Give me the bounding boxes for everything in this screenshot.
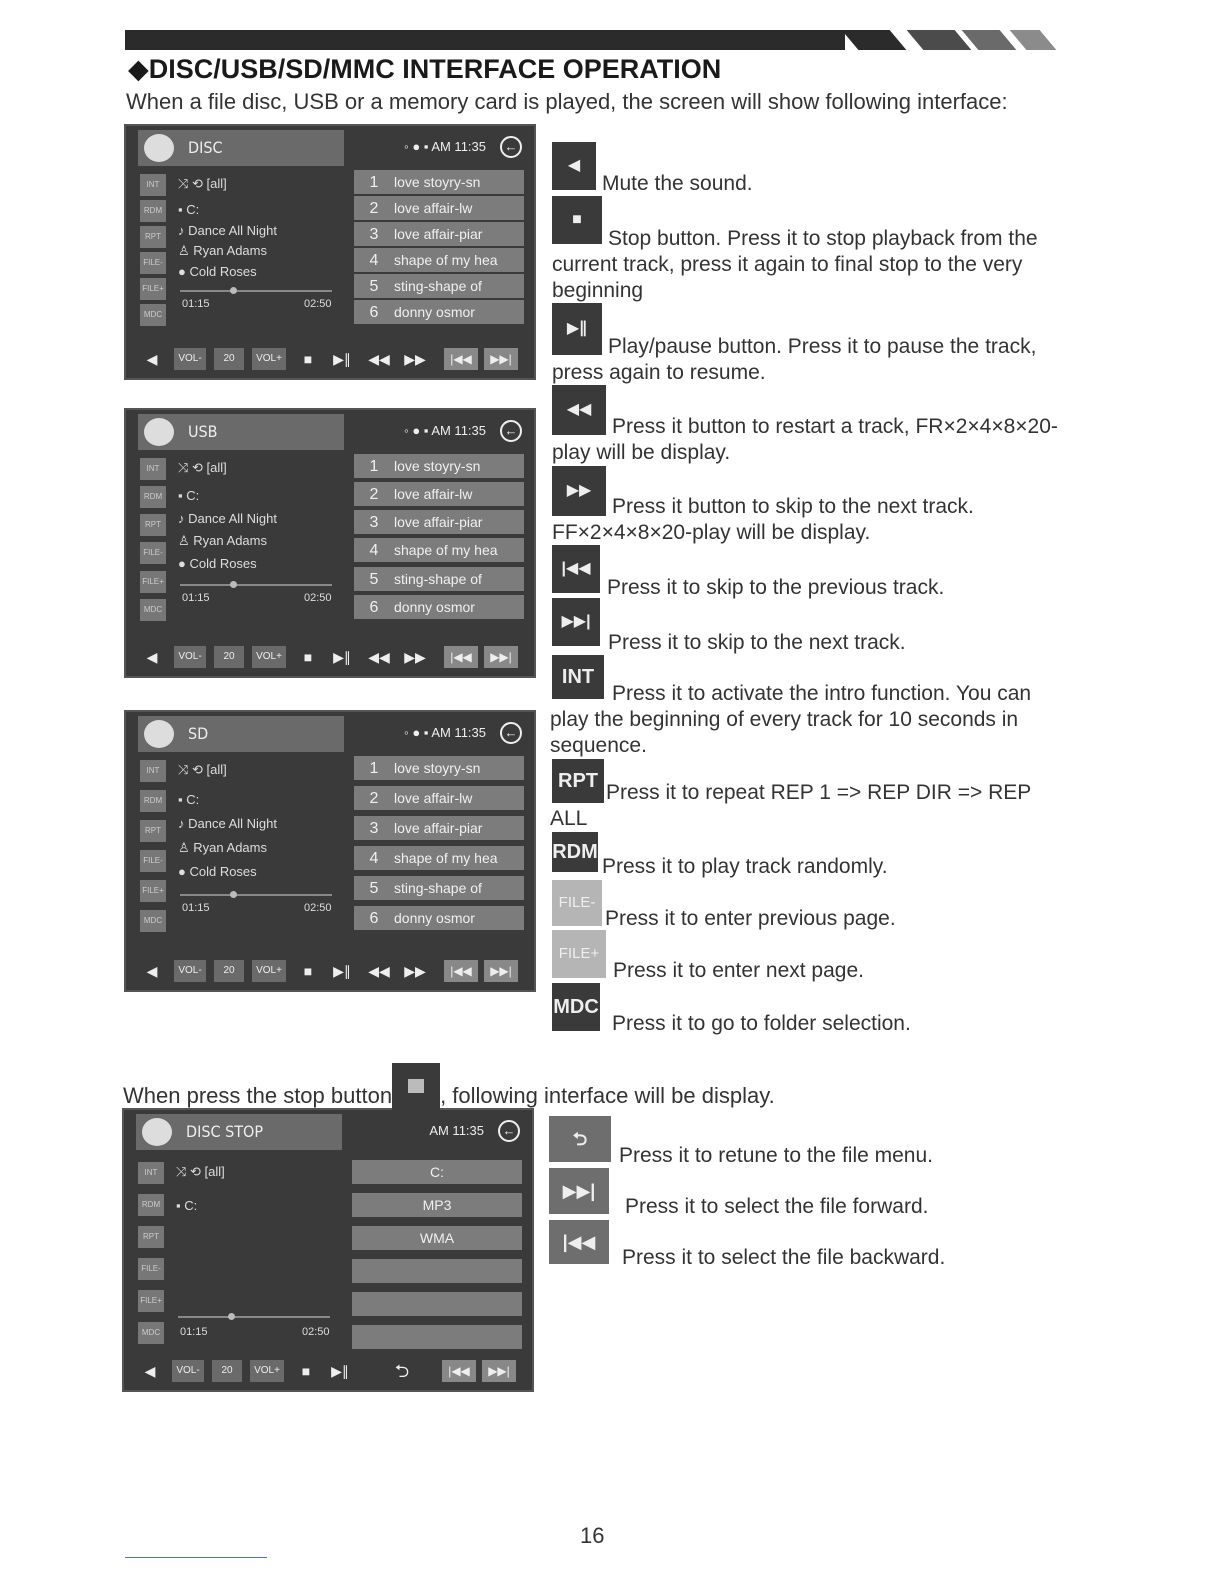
play-pause-icon[interactable]: ▶∥	[333, 963, 351, 979]
header-bar	[125, 30, 845, 50]
time-elapsed: 01:15	[182, 902, 210, 914]
description-text: Press it to select the file backward.	[622, 1246, 946, 1269]
file-type-item[interactable]	[352, 1292, 522, 1316]
track-item[interactable]	[354, 248, 524, 272]
volume-level: 20	[212, 1360, 242, 1382]
folder-name: C:	[186, 488, 200, 504]
side-button-mdc[interactable]: MDC	[140, 910, 166, 932]
next-track-icon[interactable]: ▶▶|	[484, 646, 518, 668]
folder-label: ▪ C:	[178, 488, 200, 504]
description-text: Press it to go to folder selection.	[612, 1012, 911, 1035]
description-text: Stop button. Press it to stop playback from the current track, press it again to final stop to the very beginning	[552, 227, 1038, 302]
song-name: Dance All Night	[188, 816, 278, 831]
next-track-icon[interactable]: ▶▶|	[484, 960, 518, 982]
sd-card-icon	[144, 720, 174, 748]
progress-bar[interactable]	[178, 1316, 330, 1318]
track-name: love affair-piar	[394, 225, 483, 242]
mdc-icon: MDC	[552, 983, 600, 1031]
rewind-icon[interactable]: ◀◀	[368, 351, 390, 367]
folder-label: ▪ C:	[176, 1198, 198, 1213]
progress-handle[interactable]	[228, 1313, 235, 1320]
speaker-icon[interactable]: ◀	[146, 649, 158, 665]
player-screen-usb	[124, 408, 536, 678]
track-item[interactable]	[354, 846, 524, 870]
rewind-icon: ◀◀	[552, 385, 606, 435]
album-label: ● Cold Roses	[178, 555, 257, 571]
side-button-file+[interactable]: FILE+	[140, 571, 166, 593]
volume-level: 20	[214, 646, 244, 668]
side-button-rdm[interactable]: RDM	[138, 1194, 164, 1216]
mode-icons: ⤨ ⟲ [all]	[176, 1164, 225, 1179]
track-name: love affair-lw	[394, 486, 473, 503]
artist-name: Ryan Adams	[193, 533, 267, 549]
clock: AM 11:35	[431, 725, 486, 740]
stop-icon[interactable]: ■	[301, 1363, 311, 1379]
player-screen-disc	[124, 124, 536, 380]
folder-name: C:	[186, 792, 200, 807]
track-number: 1	[369, 760, 379, 777]
back-icon[interactable]: ←	[498, 1120, 520, 1142]
track-number: 2	[369, 199, 379, 217]
screen-title: DISC	[188, 138, 223, 157]
folder-label: ▪ C:	[178, 201, 200, 217]
screen-header	[138, 414, 344, 450]
file-type-item[interactable]: C:	[352, 1160, 522, 1184]
rdm-icon: RDM	[552, 832, 598, 872]
screen-title: USB	[188, 422, 218, 441]
player-screen-sd	[124, 710, 536, 992]
footer-rule	[125, 1557, 267, 1558]
vol-down-button[interactable]: VOL-	[174, 960, 206, 982]
description-text: Play/pause button. Press it to pause the track, press again to resume.	[552, 335, 1037, 384]
track-number: 3	[369, 514, 379, 532]
int-icon: INT	[552, 655, 604, 699]
side-button-int[interactable]: INT	[138, 1162, 164, 1184]
album-label: ● Cold Roses	[178, 864, 257, 879]
side-button-file+[interactable]: FILE+	[138, 1290, 164, 1312]
vol-up-button[interactable]: VOL+	[252, 348, 286, 370]
track-name: love affair-lw	[394, 199, 473, 216]
fast-forward-icon[interactable]: ▶▶	[404, 963, 426, 979]
status-bar	[404, 420, 522, 442]
side-button-rpt[interactable]: RPT	[140, 514, 166, 536]
description-text: Press it to enter next page.	[613, 959, 864, 982]
side-button-file-[interactable]: FILE-	[140, 542, 166, 564]
description-text: Press it to enter previous page.	[605, 907, 896, 930]
track-item[interactable]	[354, 274, 524, 298]
mute-icon: ◀	[552, 142, 596, 190]
track-number: 6	[369, 598, 379, 616]
file-backward-icon: |◀◀	[549, 1220, 609, 1264]
back-icon[interactable]: ←	[500, 722, 522, 744]
description-text: Press it to skip to the previous track.	[607, 576, 945, 599]
file-type-item[interactable]: WMA	[352, 1226, 522, 1250]
track-item[interactable]	[354, 170, 524, 194]
track-number: 5	[369, 880, 379, 897]
vol-down-button[interactable]: VOL-	[174, 348, 206, 370]
file-type-item[interactable]	[352, 1259, 522, 1283]
side-button-file+[interactable]: FILE+	[140, 278, 166, 300]
status-icons: ◦ ● ▪	[404, 725, 432, 740]
status-bar	[429, 1120, 520, 1142]
return-icon: ⮌	[549, 1116, 611, 1162]
header-stripe	[842, 30, 907, 50]
track-item[interactable]	[354, 510, 524, 534]
artist-name: Ryan Adams	[193, 840, 267, 855]
artist-label: ♙ Ryan Adams	[178, 243, 267, 259]
track-number: 6	[369, 303, 379, 321]
progress-handle[interactable]	[230, 287, 237, 294]
usb-icon	[144, 418, 174, 446]
vol-up-button[interactable]: VOL+	[252, 646, 286, 668]
progress-bar[interactable]	[180, 584, 332, 586]
return-icon[interactable]: ⮌	[394, 1361, 410, 1381]
rewind-icon[interactable]: ◀◀	[368, 649, 390, 665]
track-item[interactable]	[354, 454, 524, 478]
track-name: shape of my hea	[394, 542, 498, 559]
artist-name: Ryan Adams	[193, 243, 267, 259]
control-bar	[136, 1360, 522, 1384]
track-name: love affair-lw	[394, 790, 473, 806]
control-bar	[138, 960, 524, 984]
track-name: donny osmor	[394, 303, 475, 320]
file-icon: FILE-	[552, 880, 602, 926]
side-button-file-[interactable]: FILE-	[140, 252, 166, 274]
track-item[interactable]	[354, 756, 524, 780]
side-button-mdc[interactable]: MDC	[138, 1322, 164, 1344]
time-elapsed: 01:15	[180, 1326, 208, 1338]
screen-title: SD	[188, 724, 209, 743]
album-name: Cold Roses	[189, 864, 257, 879]
track-number: 5	[369, 570, 379, 588]
repeat-all-label: all	[210, 176, 224, 191]
side-button-rdm[interactable]: RDM	[140, 486, 166, 508]
repeat-all-label: all	[210, 762, 224, 777]
vol-down-button[interactable]: VOL-	[174, 646, 206, 668]
folder-label: ▪ C:	[178, 792, 200, 807]
screen-header	[136, 1114, 342, 1150]
progress-handle[interactable]	[230, 581, 237, 588]
time-total: 02:50	[304, 591, 332, 604]
track-number: 4	[369, 850, 379, 867]
description-text: Mute the sound.	[602, 172, 753, 195]
side-button-mdc[interactable]: MDC	[140, 304, 166, 326]
progress-handle[interactable]	[230, 891, 237, 898]
side-button-rpt[interactable]: RPT	[138, 1226, 164, 1248]
side-button-int[interactable]: INT	[140, 760, 166, 782]
progress-bar[interactable]	[180, 290, 332, 292]
track-name: love stoyry-sn	[394, 458, 481, 474]
rpt-icon: RPT	[552, 759, 604, 803]
stop-icon[interactable]: ■	[303, 649, 313, 665]
side-button-int[interactable]: INT	[140, 174, 166, 196]
page-number: 16	[580, 1523, 605, 1548]
status-bar	[404, 722, 522, 744]
fast-forward-icon: ▶▶	[552, 466, 606, 516]
speaker-icon[interactable]: ◀	[146, 963, 158, 979]
time-total: 02:50	[302, 1326, 330, 1338]
speaker-icon[interactable]: ◀	[146, 351, 158, 367]
song-label: ♪ Dance All Night	[178, 222, 278, 238]
track-name: shape of my hea	[394, 850, 498, 866]
song-name: Dance All Night	[188, 510, 278, 526]
previous-track-icon[interactable]: |◀◀	[442, 1360, 476, 1382]
next-track-icon[interactable]: ▶▶|	[482, 1360, 516, 1382]
side-button-mdc[interactable]: MDC	[140, 599, 166, 621]
previous-track-icon[interactable]: |◀◀	[444, 960, 478, 982]
side-button-file-[interactable]: FILE-	[138, 1258, 164, 1280]
time-elapsed: 01:15	[182, 298, 210, 311]
status-icons: ◦ ● ▪	[404, 139, 432, 154]
rewind-icon[interactable]: ◀◀	[368, 963, 390, 979]
mode-icons: ⤨ ⟲ [all]	[178, 762, 227, 777]
track-number: 5	[369, 277, 379, 295]
side-button-int[interactable]: INT	[140, 458, 166, 480]
progress-bar[interactable]	[180, 894, 332, 896]
screen-header	[138, 716, 344, 752]
file-forward-icon: ▶▶|	[549, 1168, 609, 1214]
description-text: Press it to retune to the file menu.	[619, 1144, 933, 1167]
track-item[interactable]	[354, 906, 524, 930]
header-stripe	[1010, 30, 1057, 50]
side-button-rpt[interactable]: RPT	[140, 820, 166, 842]
track-number: 2	[369, 486, 379, 504]
screen-header	[138, 130, 344, 166]
description-text: Press it button to restart a track, FR×2×4×8×20-play will be display.	[552, 415, 1058, 464]
track-number: 4	[369, 251, 379, 269]
mode-icons: ⤨ ⟲ [all]	[178, 176, 227, 191]
track-name: love stoyry-sn	[394, 174, 481, 190]
track-number: 4	[369, 542, 379, 560]
track-number: 2	[369, 790, 379, 807]
volume-level: 20	[214, 960, 244, 982]
status-icons: ◦ ● ▪	[404, 423, 432, 438]
disc-icon	[144, 134, 174, 162]
previous-track-icon[interactable]: |◀◀	[444, 348, 478, 370]
stop-intro-text	[123, 1063, 775, 1111]
fast-forward-icon[interactable]: ▶▶	[404, 351, 426, 367]
vol-up-button[interactable]: VOL+	[252, 960, 286, 982]
track-name: donny osmor	[394, 598, 475, 615]
time-elapsed: 01:15	[182, 591, 210, 604]
play-pause-icon[interactable]: ▶∥	[333, 351, 351, 367]
previous-track-icon[interactable]: |◀◀	[444, 646, 478, 668]
song-label: ♪ Dance All Night	[178, 510, 278, 526]
album-name: Cold Roses	[189, 555, 257, 571]
track-name: love affair-piar	[394, 820, 483, 836]
time-total: 02:50	[304, 298, 332, 311]
volume-level: 20	[214, 348, 244, 370]
play-pause-icon[interactable]: ▶∥	[333, 649, 351, 665]
clock: AM 11:35	[431, 139, 486, 154]
folder-name: C:	[184, 1198, 198, 1213]
stop-icon[interactable]: ■	[303, 963, 313, 979]
description-text: Press it button to skip to the next track. FF×2×4×8×20-play will be display.	[552, 495, 974, 544]
track-item[interactable]	[354, 567, 524, 591]
stop-icon: ■	[552, 196, 602, 244]
description-text: Press it to skip to the next track.	[608, 631, 906, 654]
previous-icon: |◀◀	[552, 545, 600, 593]
file-type-item[interactable]	[352, 1325, 522, 1349]
disc-icon	[142, 1118, 172, 1146]
track-number: 1	[369, 174, 379, 191]
back-icon[interactable]: ←	[500, 420, 522, 442]
back-icon[interactable]: ←	[500, 136, 522, 158]
song-name: Dance All Night	[188, 222, 278, 238]
stop-icon[interactable]: ■	[303, 351, 313, 367]
header-stripe	[907, 30, 972, 50]
track-item[interactable]	[354, 538, 524, 562]
description-text: Press it to play track randomly.	[602, 855, 888, 878]
track-name: sting-shape of	[394, 880, 482, 896]
mode-icons: ⤨ ⟲ [all]	[178, 460, 227, 475]
page-title: ◆DISC/USB/SD/MMC INTERFACE OPERATION	[128, 54, 722, 84]
side-button-rdm[interactable]: RDM	[140, 790, 166, 812]
side-button-file+[interactable]: FILE+	[140, 880, 166, 902]
vol-up-button[interactable]: VOL+	[250, 1360, 284, 1382]
screen-title: DISC STOP	[186, 1122, 264, 1141]
play-pause-icon[interactable]: ▶∥	[331, 1363, 349, 1379]
track-item[interactable]	[354, 482, 524, 506]
fast-forward-icon[interactable]: ▶▶	[404, 649, 426, 665]
album-name: Cold Roses	[189, 264, 257, 280]
track-name: sting-shape of	[394, 570, 482, 587]
side-button-rpt[interactable]: RPT	[140, 226, 166, 248]
song-label: ♪ Dance All Night	[178, 816, 278, 831]
status-bar	[404, 136, 522, 158]
file-icon: FILE+	[552, 930, 606, 978]
track-item[interactable]	[354, 786, 524, 810]
artist-label: ♙ Ryan Adams	[178, 840, 267, 855]
clock: AM 11:35	[429, 1123, 484, 1138]
track-name: shape of my hea	[394, 251, 498, 268]
description-text: Press it to select the file forward.	[625, 1195, 929, 1218]
track-number: 1	[369, 458, 379, 475]
control-bar	[138, 646, 524, 670]
track-item[interactable]	[354, 300, 524, 324]
repeat-all-label: all	[208, 1164, 222, 1179]
track-item[interactable]	[354, 595, 524, 619]
side-button-file-[interactable]: FILE-	[140, 850, 166, 872]
track-number: 3	[369, 820, 379, 837]
clock: AM 11:35	[431, 423, 486, 438]
intro-text: When a file disc, USB or a memory card is played, the screen will show following interface:	[126, 89, 1008, 114]
track-item[interactable]	[354, 876, 524, 900]
speaker-icon[interactable]: ◀	[144, 1363, 156, 1379]
track-number: 3	[369, 225, 379, 243]
track-name: donny osmor	[394, 910, 475, 926]
track-name: love stoyry-sn	[394, 760, 481, 776]
folder-name: C:	[186, 201, 200, 217]
track-name: love affair-piar	[394, 514, 483, 531]
track-name: sting-shape of	[394, 277, 482, 294]
control-bar	[138, 348, 524, 372]
header-stripe	[962, 30, 1017, 50]
artist-label: ♙ Ryan Adams	[178, 533, 267, 549]
next-track-icon[interactable]: ▶▶|	[484, 348, 518, 370]
play-pause-icon: ▶∥	[552, 303, 602, 355]
track-number: 6	[369, 910, 379, 927]
vol-down-button[interactable]: VOL-	[172, 1360, 204, 1382]
track-item[interactable]	[354, 196, 524, 220]
album-label: ● Cold Roses	[178, 264, 257, 280]
stop-text-after: , following interface will be display.	[440, 1083, 775, 1108]
stop-text-before: When press the stop button	[123, 1083, 393, 1108]
description-text: Press it to activate the intro function. You can play the beginning of every track for 10 seconds in sequence.	[550, 682, 1032, 757]
side-button-rdm[interactable]: RDM	[140, 200, 166, 222]
next-icon: ▶▶|	[552, 598, 600, 646]
player-screen-stop	[122, 1108, 534, 1392]
stop-icon	[392, 1063, 440, 1111]
file-type-item[interactable]: MP3	[352, 1193, 522, 1217]
repeat-all-label: all	[210, 460, 224, 475]
track-item[interactable]	[354, 222, 524, 246]
time-total: 02:50	[304, 902, 332, 914]
track-item[interactable]	[354, 816, 524, 840]
description-text: Press it to repeat REP 1 => REP DIR => REP ALL	[550, 781, 1031, 830]
